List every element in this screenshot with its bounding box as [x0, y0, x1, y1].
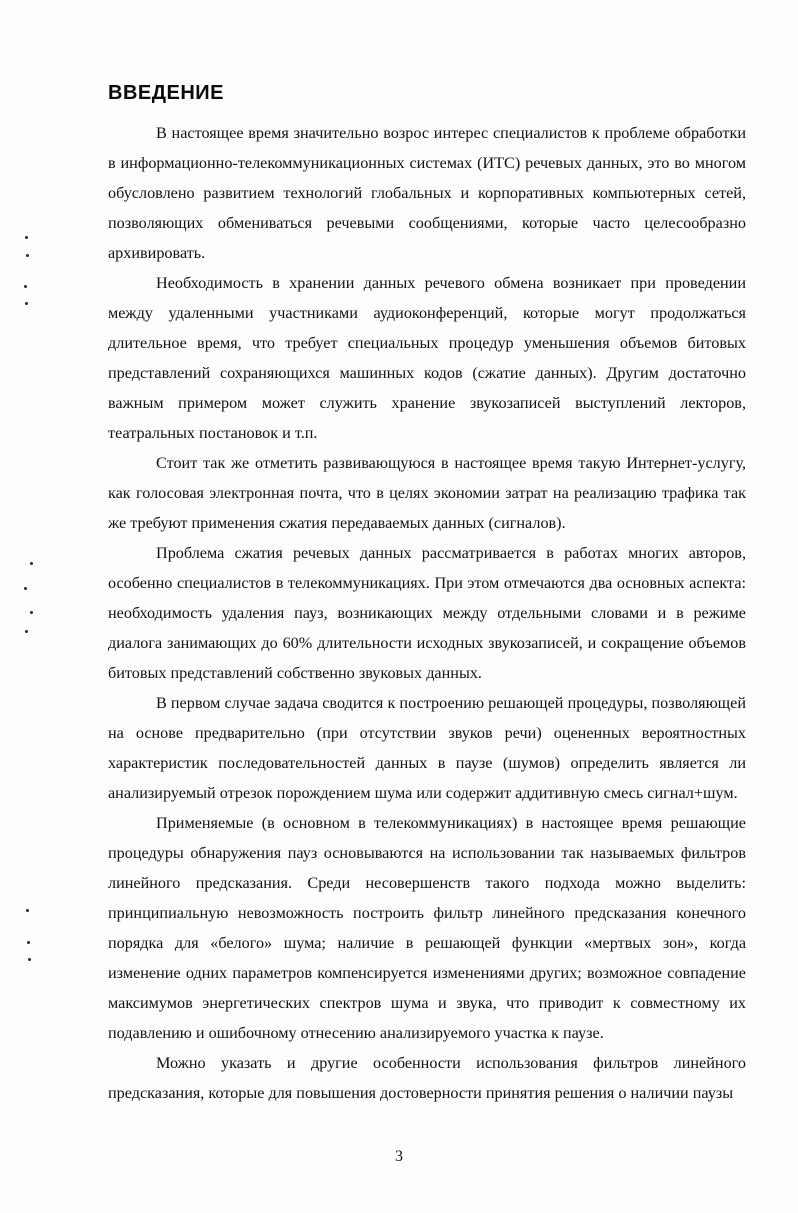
- scan-speck: [24, 285, 27, 288]
- scan-speck: [30, 562, 33, 565]
- paragraph-7: Можно указать и другие особенности использования фильтров линейного предсказания, которые для повышения достоверности принятия решения о наличии паузы: [108, 1054, 746, 1102]
- scan-speck: [25, 236, 28, 239]
- section-heading: ВВЕДЕНИЕ: [108, 82, 224, 104]
- scan-speck: [30, 611, 33, 614]
- scan-speck: [26, 254, 29, 257]
- scan-speck: [27, 941, 30, 944]
- paragraph-2: Необходимость в хранении данных речевого обмена возникает при проведении между удаленными участниками аудиоконференций, которые могут продолжаться длительное время, что требует специальных процедур уменьшения объемов битовых представлений сохраняющихся машинных кодов (сжатие данных). Другим достаточно важным примером может служить хранение звукозаписей выступлений лекторов, театральных постановок и т.п.: [108, 274, 746, 442]
- page-number: 3: [395, 1148, 403, 1165]
- scan-speck: [25, 302, 28, 305]
- scan-speck: [26, 909, 29, 912]
- scan-speck: [28, 958, 31, 961]
- paragraph-6: Применяемые (в основном в телекоммуникациях) в настоящее время решающие процедуры обнаружения пауз основываются на использовании так называемых фильтров линейного предсказания. Среди несовершенств такого подхода можно выделить: принципиальную невозможность построить фильтр линейного предсказания конечного порядка для «белого» шума; наличие в решающей функции «мертвых зон», когда изменение одних параметров компенсируется изменениями других; возможное совпадение максимумов энергетических спектров шума и звука, что приводит к совместному их подавлению и ошибочному отнесению анализируемого участка к паузе.: [108, 814, 746, 1042]
- paragraph-4: Проблема сжатия речевых данных рассматривается в работах многих авторов, особенно специалистов в телекоммуникациях. При этом отмечаются два основных аспекта: необходимость удаления пауз, возникающих между отдельными словами и в режиме диалога занимающих до 60% длительности исходных звукозаписей, и сокращение объемов битовых представлений собственно звуковых данных.: [108, 544, 746, 682]
- scan-speck: [24, 587, 27, 590]
- paragraph-3: Стоит так же отметить развивающуюся в настоящее время такую Интернет-услугу, как голосовая электронная почта, что в целях экономии затрат на реализацию трафика так же требуют применения сжатия передаваемых данных (сигналов).: [108, 454, 746, 532]
- paragraph-1: В настоящее время значительно возрос интерес специалистов к проблеме обработки в информационно-телекоммуникационных системах (ИТС) речевых данных, это во многом обусловлено развитием технологий глобальных и корпоративных компьютерных сетей, позволяющих обмениваться речевыми сообщениями, которые часто целесообразно архивировать.: [108, 124, 746, 262]
- scan-speck: [25, 630, 28, 633]
- paragraph-5: В первом случае задача сводится к построению решающей процедуры, позволяющей на основе предварительно (при отсутствии звуков речи) оцененных вероятностных характеристик последовательностей данных в паузе (шумов) определить является ли анализируемый отрезок порождением шума или содержит аддитивную смесь сигнал+шум.: [108, 694, 746, 802]
- body-text: [108, 118, 746, 1108]
